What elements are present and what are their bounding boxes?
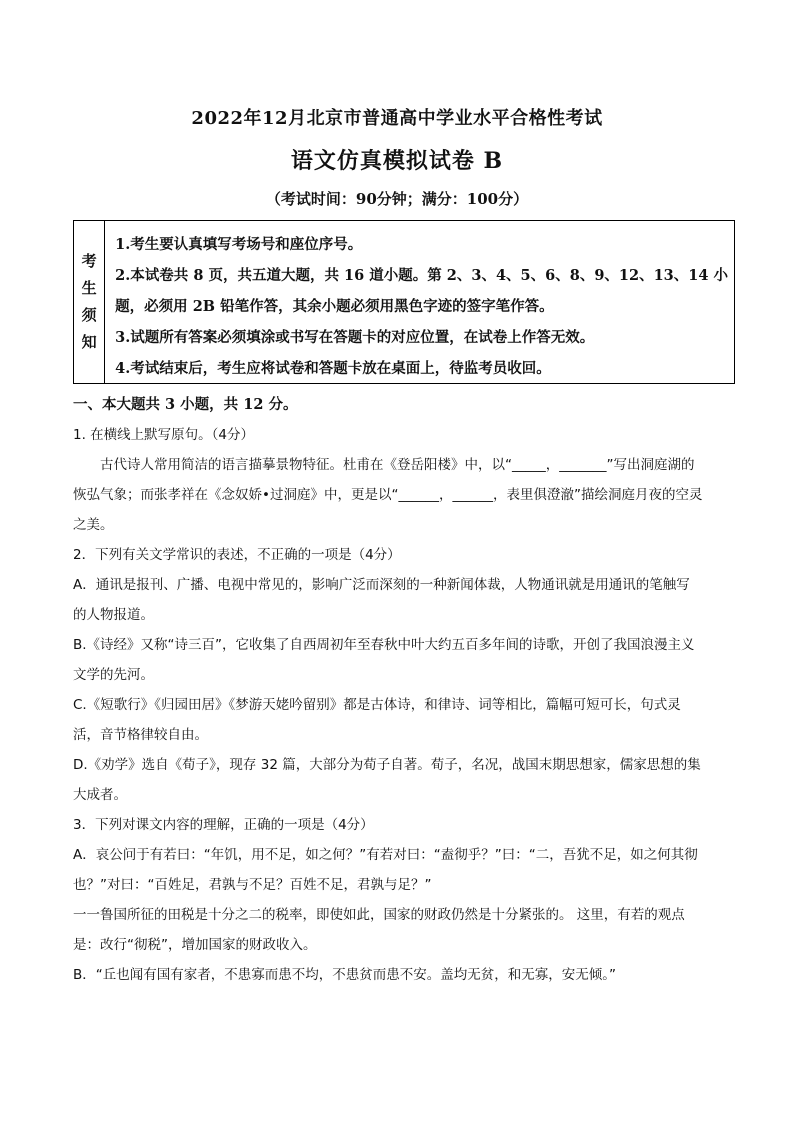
notice-head-char: 生 [81, 279, 97, 297]
notice-box [73, 220, 735, 384]
question-3-line: A．哀公问于有若曰：“年饥，用不足，如之何？”有若对曰：“盍彻乎？”曰：“二，吾犹不足，如之何其彻 [73, 847, 698, 863]
question-2-stem: 2．下列有关文学常识的表述，不正确的一项是（4分） [73, 547, 401, 563]
question-1-line: 古代诗人常用简洁的语言描摹景物特征。杜甫在《登岳阳楼》中，以“_____，_______”写出洞庭湖的 [100, 457, 695, 473]
notice-line: 1.考生要认真填写考场号和座位序号。 [115, 236, 363, 253]
exam-subtitle: 语文仿真模拟试卷 B [290, 148, 504, 174]
question-2-line: A．通讯是报刊、广播、电视中常见的，影响广泛而深刻的一种新闻体裁，人物通讯就是用通讯的笔触写 [73, 577, 690, 593]
question-1-stem: 1. 在横线上默写原句。（4分） [73, 427, 255, 443]
exam-title: 2022年12月北京市普通高中学业水平合格性考试 [191, 108, 603, 129]
exam-meta: （考试时间：90分钟；满分：100分） [265, 190, 529, 208]
question-1-line: 之美。 [73, 517, 114, 533]
notice-head-char: 须 [81, 306, 97, 324]
notice-line: 题，必须用 2B 铅笔作答，其余小题必须用黑色字迹的签字笔作答。 [115, 298, 554, 315]
question-2-line: B.《诗经》又称“诗三百”，它收集了自西周初年至春秋中叶大约五百多年间的诗歌，开创了我国浪漫主义 [73, 637, 695, 653]
question-2-line: D.《劝学》选自《荀子》，现存 32 篇，大部分为荀子自著。荀子，名况，战国末期思想家，儒家思想的集 [73, 757, 701, 773]
question-2-line: C.《短歌行》《归园田居》《梦游天姥吟留别》都是古体诗，和律诗、词等相比，篇幅可短可长，句式灵 [73, 697, 681, 713]
notice-line: 3.试题所有答案必须填涂或书写在答题卡的对应位置，在试卷上作答无效。 [115, 329, 595, 346]
notice-head-char: 考 [81, 252, 97, 270]
section-1 [73, 390, 723, 990]
notice-body [105, 221, 734, 383]
section-heading: 一、本大题共 3 小题，共 12 分。 [73, 396, 298, 413]
question-2-line: 的人物报道。 [73, 607, 154, 623]
notice-head-char: 知 [81, 333, 97, 351]
notice-line: 4.考试结束后，考生应将试卷和答题卡放在桌面上，待监考员收回。 [115, 360, 551, 377]
question-2-line: 文学的先河。 [73, 667, 154, 683]
question-3-stem: 3．下列对课文内容的理解，正确的一项是（4分） [73, 817, 374, 833]
notice-line: 2.本试卷共 8 页，共五道大题，共 16 道小题。第 2、3、4、5、6、8、9、12、13、14 小 [115, 267, 728, 284]
notice-head [74, 221, 105, 383]
question-3-line: 也？”对曰：“百姓足，君孰与不足？百姓不足，君孰与足？” [73, 877, 432, 893]
question-3-line: 一一鲁国所征的田税是十分之二的税率，即使如此，国家的财政仍然是十分紧张的。 这里，有若的观点 [73, 907, 685, 923]
question-3-line: 是：改行“彻税”，增加国家的财政收入。 [73, 937, 317, 953]
question-1-line: 恢弘气象；而张孝祥在《念奴娇•过洞庭》中，更是以“______，______，表里俱澄澈”描绘洞庭月夜的空灵 [73, 487, 703, 503]
question-2-line: 活，音节格律较自由。 [73, 727, 208, 743]
question-2-line: 大成者。 [73, 787, 127, 803]
question-3-line: B．“丘也闻有国有家者，不患寡而患不均，不患贫而患不安。盖均无贫，和无寡，安无倾。” [73, 967, 616, 983]
